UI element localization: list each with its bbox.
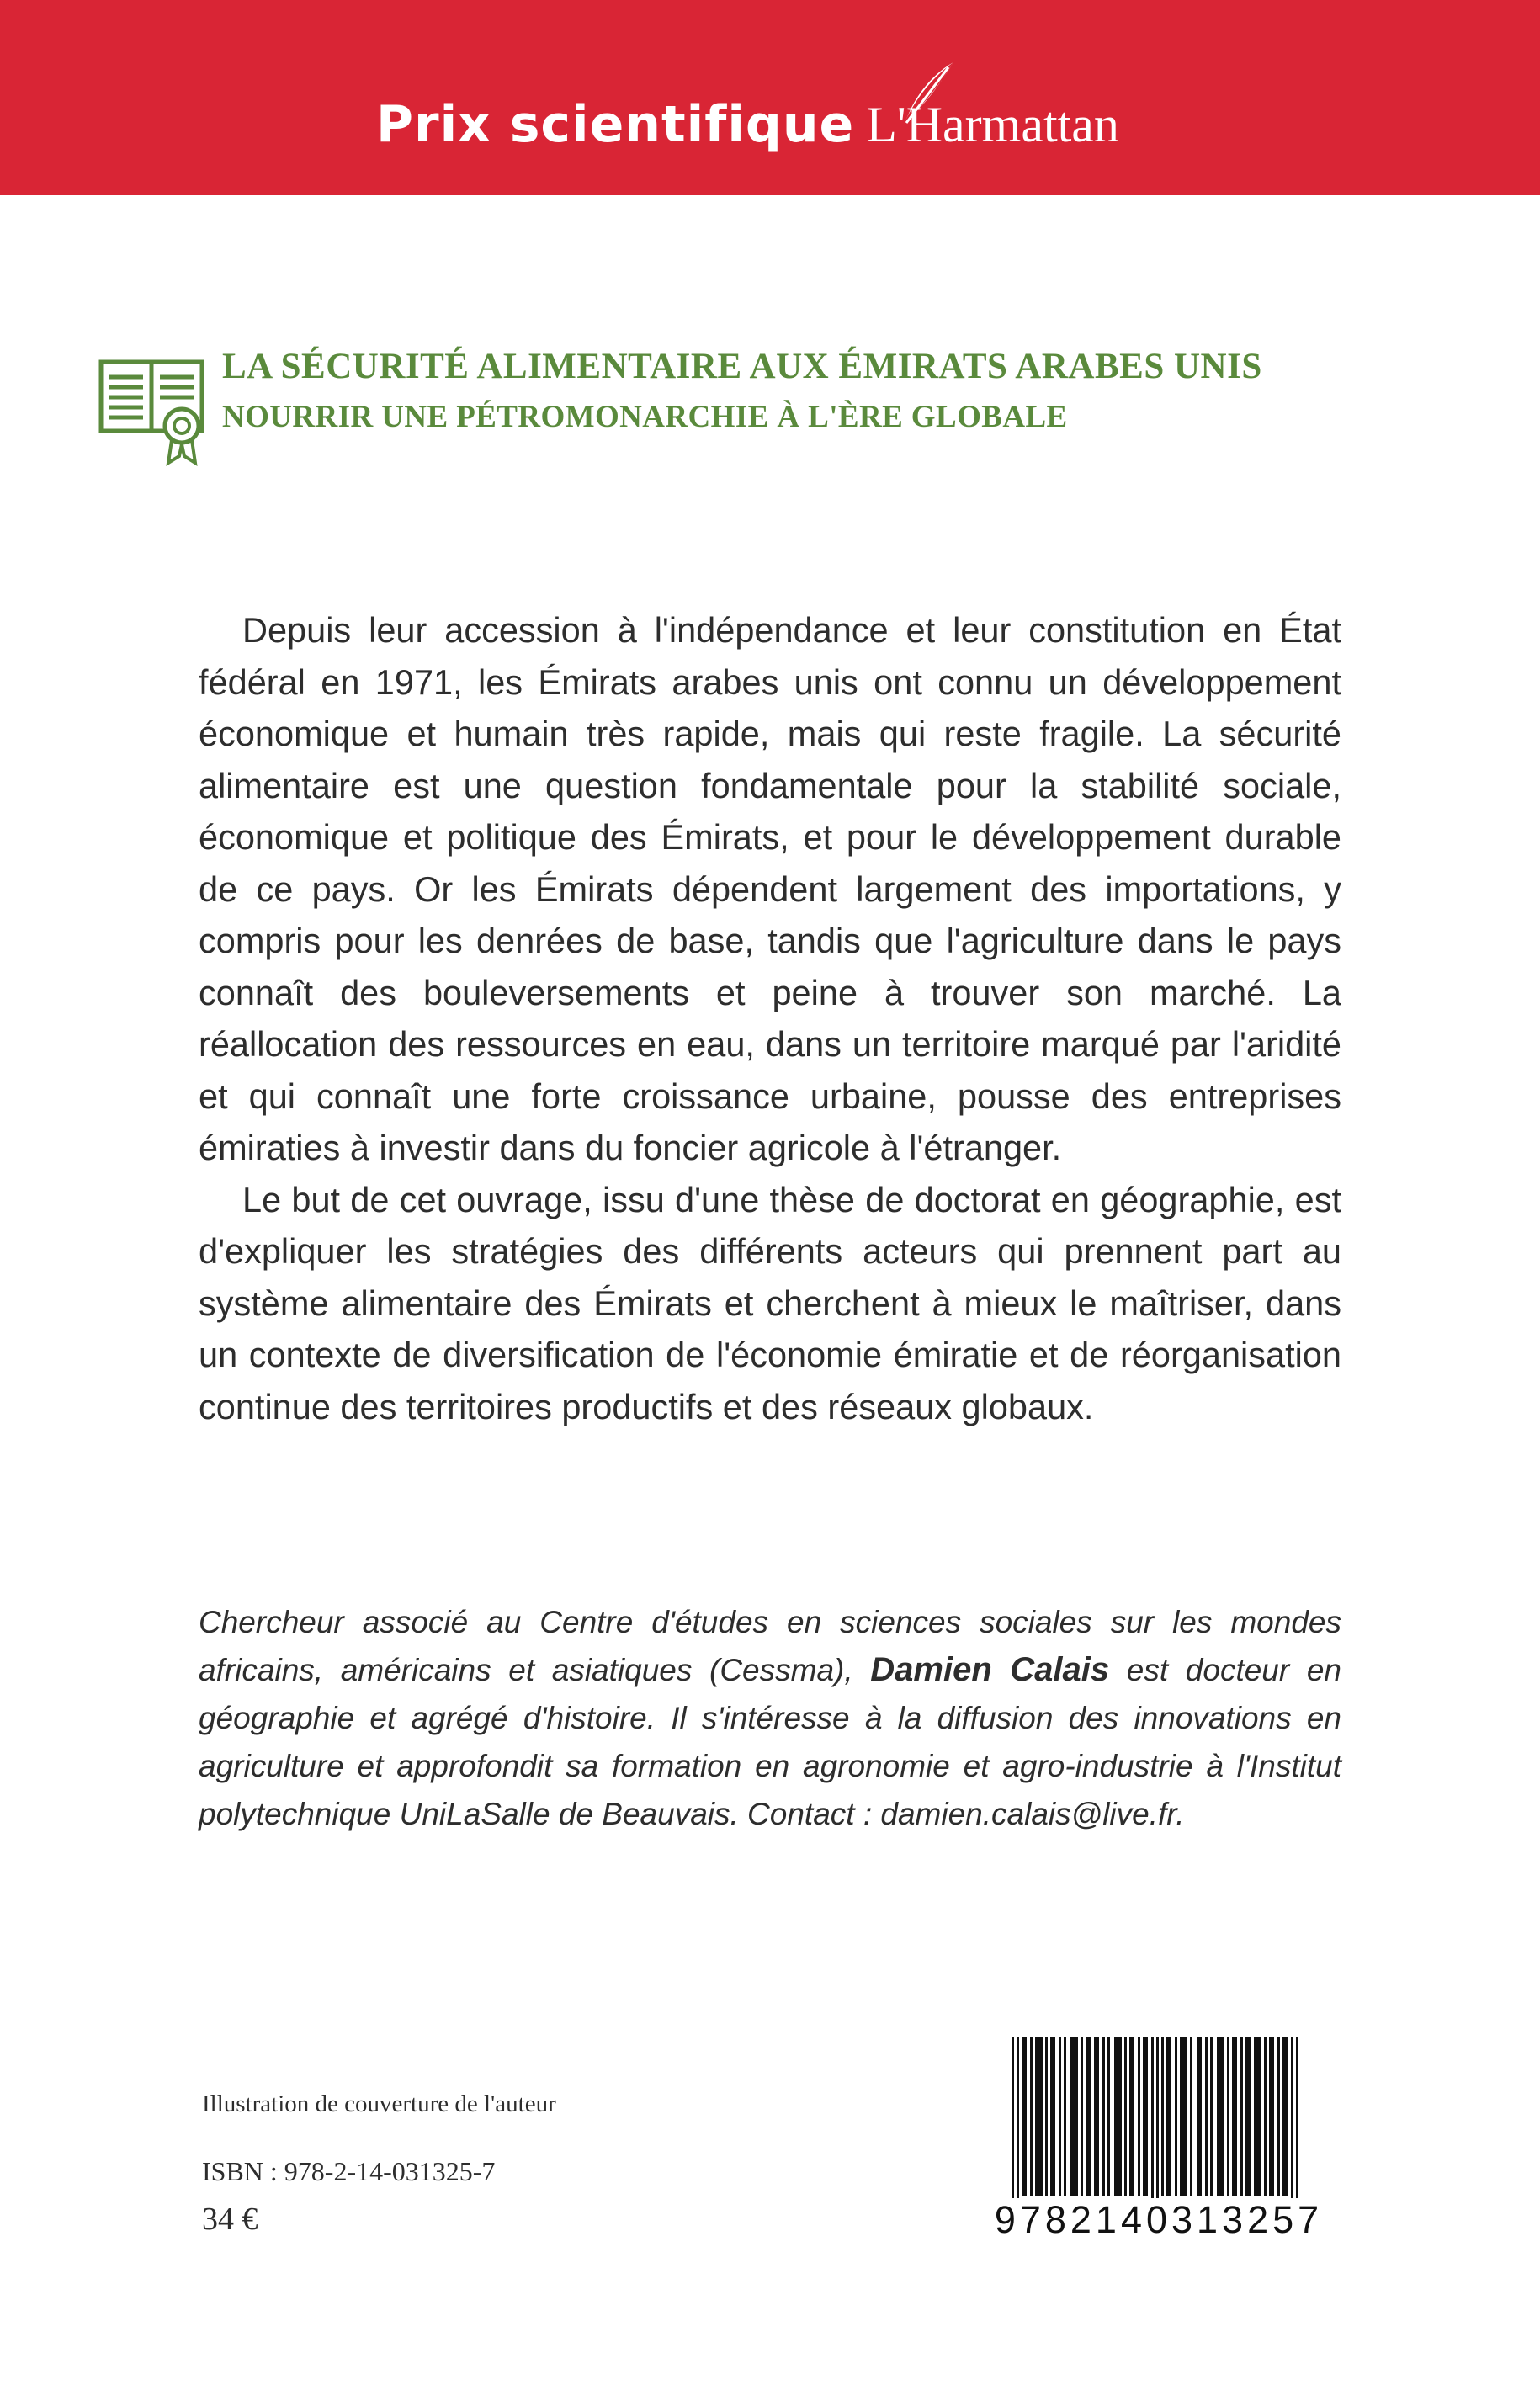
author-name: Damien Calais [870,1651,1110,1688]
summary [199,604,1341,1432]
barcode [981,2037,1336,2269]
title-block [98,345,1478,463]
summary-paragraph: Le but de cet ouvrage, issu d'une thèse de doctorat en géographie, est d'expliquer les stratégies des différents acteurs qui prennent part au système alimentaire des Émirats et cherchent à mieux le maîtriser, dans un contexte de diversification de l'économie émiratie et de réorganisation continue des territoires productifs et des réseaux globaux. [199,1179,1341,1426]
bio-text-before: Chercheur associé au Centre d'études en sciences sociales sur les mondes africains, américains et asiatiques (Cessma), [199,1605,1341,1687]
book-title: LA SÉCURITÉ ALIMENTAIRE AUX ÉMIRATS ARABES UNIS [222,347,1262,386]
publisher-logo [866,99,1119,150]
barcode-digits: 9782140313257 [981,2198,1336,2242]
illustration-credit: Illustration de couverture de l'auteur [202,2090,556,2117]
series-label: Prix scientifique [376,95,855,154]
summary-paragraph: Depuis leur accession à l'indépendance et leur constitution en État fédéral en 1971, les Émirats arabes unis ont connu un développement économique et humain très rapide, mais qui reste fragile. La sécurité alimentaire est une question fondamentale pour la stabilité sociale, économique et politique des Émirats, et pour le développement durable de ce pays. Or les Émirats dépendent largement des importations, y compris pour les denrées de base, tandis que l'agriculture dans le pays connaît des bouleversements et peine à trouver son marché. La réallocation des ressources en eau, dans un territoire marqué par l'aridité et qui connaît une forte croissance urbaine, pousse des entreprises émiraties à investir dans du foncier agricole à l'étranger. [199,610,1341,1167]
barcode-bars [981,2037,1336,2218]
header-content [376,57,1119,154]
author-bio [199,1598,1341,1838]
feather-icon [898,61,957,128]
publisher-name: L'Harmattan [866,97,1119,152]
header-band [0,0,1540,195]
bio-text-after: est docteur en géographie et agrégé d'histoire. Il s'intéresse à la diffusion des innovations en agriculture et approfondit sa formation en agronomie et agro-industrie à l'Institut polytechnique UniLaSalle de Beauvais. Contact : damien.calais@live.fr. [199,1653,1342,1831]
title-text [222,345,1262,438]
book-subtitle: NOURRIR UNE PÉTROMONARCHIE À L'ÈRE GLOBALE [222,399,1068,434]
price: 34 € [202,2202,258,2237]
isbn: ISBN : 978-2-14-031325-7 [202,2156,496,2186]
book-certificate-icon [98,353,205,467]
